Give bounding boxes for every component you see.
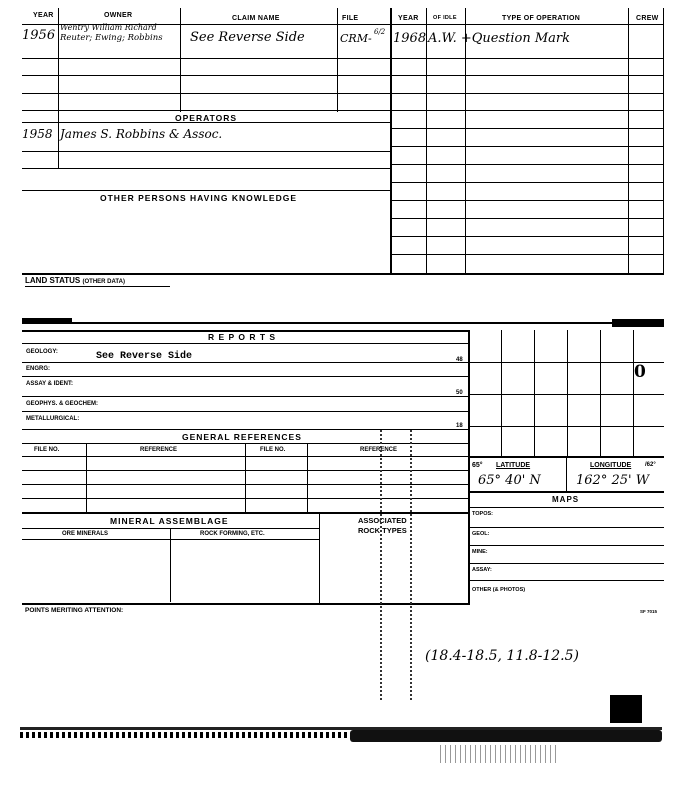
operators-name: James S. Robbins & Assoc. — [60, 127, 223, 141]
owner-names-line1: Wentry William Richard — [60, 23, 157, 32]
land-status-sub: (OTHER DATA) — [82, 279, 125, 285]
file-fraction: 6/2 — [374, 28, 386, 36]
rule — [390, 254, 664, 255]
dotted-column — [410, 430, 412, 700]
grid-mark: 0 — [634, 362, 646, 382]
claim-name-value: See Reverse Side — [190, 30, 305, 45]
file-value: CRM- — [340, 32, 372, 45]
rule — [22, 411, 468, 412]
rule — [22, 168, 390, 169]
rule — [390, 182, 664, 183]
rule — [307, 443, 308, 512]
rule — [566, 458, 567, 491]
gr-col-file-no: FILE NO. — [34, 447, 60, 453]
rule — [22, 322, 662, 324]
report-label-geology: GEOLOGY: — [26, 349, 58, 355]
mineral-col-ore: ORE MINERALS — [62, 531, 109, 537]
general-references-title: GENERAL REFERENCES — [182, 432, 302, 442]
rule — [180, 8, 181, 112]
rule — [390, 110, 664, 111]
header-active-idle: OF IDLE — [433, 15, 457, 21]
lat-prefix: 65° — [472, 462, 483, 469]
report-label-metallurgical: METALLURGICAL: — [26, 416, 80, 422]
rule — [170, 528, 171, 602]
rule — [22, 362, 468, 363]
dotted-column — [380, 430, 382, 700]
scan-block — [610, 695, 642, 723]
rule — [58, 8, 59, 168]
longitude-value: 162° 25' W — [576, 473, 650, 488]
rule — [390, 75, 664, 76]
mineral-assemblage-title: MINERAL ASSEMBLAGE — [110, 516, 229, 526]
scan-streak — [20, 732, 350, 738]
rule — [22, 190, 390, 191]
associated-title: ASSOCIATED — [358, 516, 407, 525]
header-type-of-operation: TYPE OF OPERATION — [502, 15, 581, 22]
rule — [22, 58, 390, 59]
rule — [628, 8, 629, 273]
owner-year: 1956 — [22, 28, 56, 43]
points-note: (18.4-18.5, 11.8-12.5) — [425, 648, 579, 664]
divider-mark — [612, 319, 664, 327]
rule — [468, 491, 664, 493]
rule — [22, 93, 390, 94]
report-value-geology: See Reverse Side — [96, 351, 193, 362]
rule — [468, 394, 664, 395]
header-file: FILE — [342, 15, 359, 22]
mineral-col-rock: ROCK FORMING, ETC. — [200, 531, 265, 537]
rule — [390, 128, 664, 129]
rule — [390, 200, 664, 201]
rule — [468, 545, 664, 546]
report-num: 48 — [456, 357, 463, 363]
rule — [390, 164, 664, 165]
gr-col-file-no-2: FILE NO. — [260, 447, 286, 453]
maps-title: MAPS — [552, 495, 580, 504]
maps-mine: MINE: — [472, 549, 488, 555]
rule — [663, 8, 664, 273]
land-status-title: LAND STATUS — [25, 276, 81, 285]
operators-year: 1958 — [22, 127, 53, 141]
maps-geol: GEOL: — [472, 531, 490, 537]
rule — [22, 343, 468, 344]
rule — [501, 330, 502, 456]
operation-type: A.W. +Question Mark — [428, 31, 571, 46]
rule — [390, 8, 392, 273]
long-suffix: /62° — [645, 462, 656, 468]
rule — [600, 330, 601, 456]
scan-streak — [350, 730, 662, 742]
form-number: SF 7015 — [640, 609, 658, 614]
rule — [22, 429, 468, 430]
maps-other: OTHER (& PHOTOS) — [472, 587, 526, 593]
latitude-value: 65° 40' N — [478, 473, 541, 488]
report-num: 50 — [456, 390, 463, 396]
gr-col-reference-2: REFERENCE — [360, 447, 398, 453]
rule — [22, 110, 390, 111]
rule — [390, 58, 664, 59]
gr-col-reference: REFERENCE — [140, 447, 178, 453]
report-label-engrg: ENGRG: — [26, 366, 50, 372]
report-label-assay: ASSAY & IDENT: — [26, 381, 74, 387]
header-crew: CREW — [636, 15, 659, 22]
other-persons-title: OTHER PERSONS HAVING KNOWLEDGE — [100, 193, 298, 203]
rock-types-title: ROCK TYPES — [358, 526, 407, 535]
rule — [337, 8, 338, 112]
rule — [468, 507, 664, 508]
rule — [22, 75, 390, 76]
longitude-label: LONGITUDE — [590, 462, 632, 469]
scan-noise — [440, 745, 560, 763]
rule — [22, 273, 664, 275]
rule — [22, 512, 468, 514]
rule — [390, 218, 664, 219]
maps-assay: ASSAY: — [472, 567, 492, 573]
rule — [468, 580, 664, 581]
header-claim-name: CLAIM NAME — [232, 15, 280, 22]
rule — [567, 330, 568, 456]
rule — [245, 443, 246, 512]
rule — [86, 443, 87, 512]
rule — [390, 93, 664, 94]
rule — [534, 330, 535, 456]
header-year-right: YEAR — [398, 15, 419, 22]
rule — [633, 330, 634, 456]
rule — [25, 286, 170, 287]
rule — [390, 236, 664, 237]
points-title: POINTS MERITING ATTENTION: — [25, 607, 124, 614]
latitude-label: LATITUDE — [496, 462, 531, 469]
rule — [426, 8, 427, 273]
header-year: YEAR — [33, 12, 54, 19]
rule — [468, 527, 664, 528]
report-label-geophys: GEOPHYS. & GEOCHEM: — [26, 401, 99, 407]
operation-year: 1968 — [393, 31, 427, 46]
rule — [319, 512, 320, 604]
report-num: 18 — [456, 423, 463, 429]
rule — [468, 563, 664, 564]
rule — [22, 151, 390, 152]
rule — [468, 426, 664, 427]
rule — [22, 396, 468, 397]
rule — [22, 376, 468, 377]
header-owner: OWNER — [104, 12, 133, 19]
land-status — [25, 276, 125, 285]
rule — [390, 146, 664, 147]
owner-names-line2: Reuter; Ewing; Robbins — [60, 33, 163, 43]
reports-title: R E P O R T S — [208, 332, 277, 342]
maps-topos: TOPOS: — [472, 511, 493, 517]
operators-title: OPERATORS — [175, 113, 238, 123]
rule — [22, 603, 468, 605]
rule — [465, 8, 466, 273]
